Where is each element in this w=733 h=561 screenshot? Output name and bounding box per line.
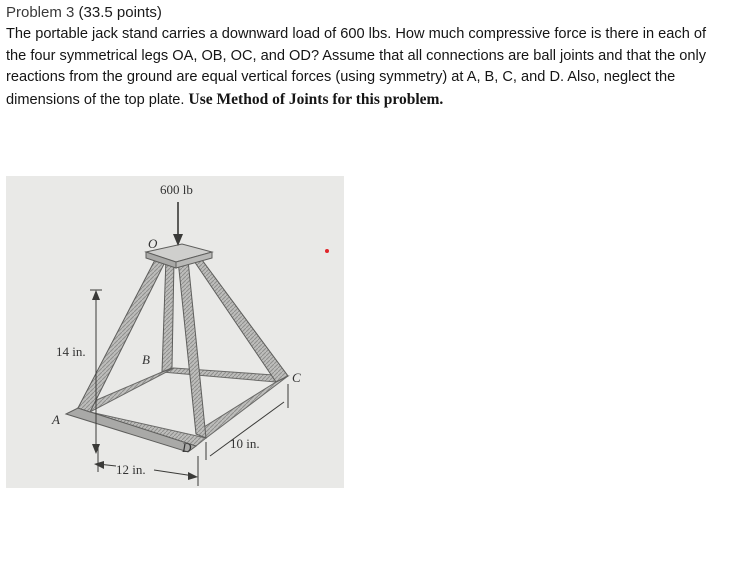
problem-header: [6, 2, 162, 24]
jack-stand-diagram: [6, 176, 344, 488]
jack-stand-figure: [6, 176, 344, 488]
problem-title: Problem 3: [6, 4, 75, 21]
load-arrow: [173, 202, 183, 246]
depth-label: 12 in.: [116, 462, 146, 477]
point-b-label: B: [142, 352, 150, 367]
point-c-label: C: [292, 370, 301, 385]
problem-points: (33.5 points): [78, 4, 162, 21]
point-d-label: D: [182, 440, 192, 455]
statement-text: The portable jack stand carries a downward load of 600 lbs. How much compressive force is there in each of the four symmetrical legs OA, OB, OC, and OD? Assume that all connections are ball joints and that the only reactions from the ground are equal vertical forces (using symmetry) at A, B, C, and D. Also, neglect the dimensions of the top plate.: [6, 26, 707, 108]
load-label: 600 lb: [160, 182, 193, 197]
width-label: 10 in.: [230, 436, 260, 451]
marker-dot: [325, 249, 329, 253]
problem-statement: [6, 24, 728, 111]
point-a-label: A: [52, 412, 60, 427]
point-o-label: O: [148, 236, 158, 251]
legs: [78, 258, 288, 438]
height-label: 14 in.: [56, 344, 86, 359]
method-instruction: Use Method of Joints for this problem.: [188, 90, 444, 108]
